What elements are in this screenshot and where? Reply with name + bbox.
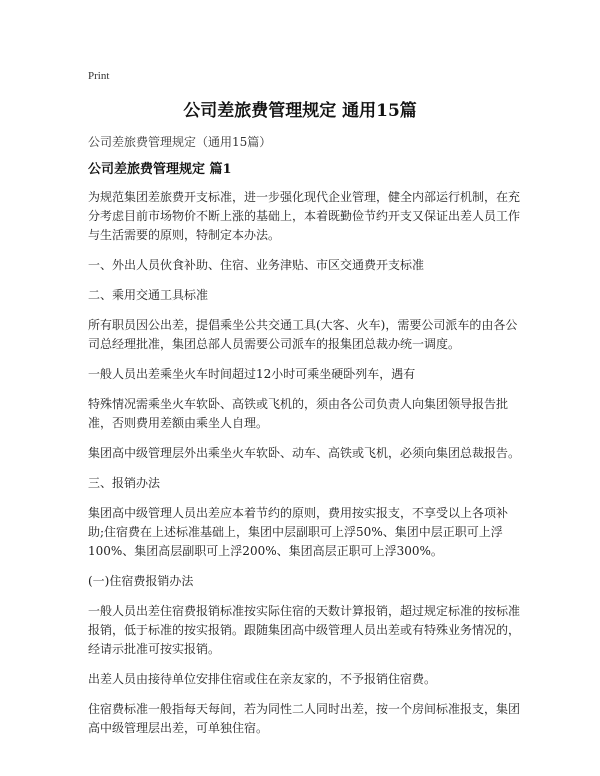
paragraph-train-rule: 一般人员出差乘坐火车时间超过12小时可乘坐硬卧列车，遇有	[88, 367, 416, 381]
paragraph-intro: 为规范集团差旅费开支标准，进一步强化现代企业管理，健全内部运行机制，在充分考虑目前市场物价不断上涨的基础上，本着既勤俭节约开支又保证出差人员工作与生活需要的原则，特制定本办法。	[88, 190, 521, 242]
paragraph-senior-report: 集团高中级管理层外出乘坐火车软卧、动车、高铁或飞机，必须向集团总裁报告。	[88, 446, 521, 460]
document-subtitle: 公司差旅费管理规定（通用15篇）	[88, 135, 272, 149]
section-heading: 公司差旅费管理规定 篇1	[88, 162, 232, 177]
document-body	[88, 133, 520, 749]
paragraph-reimbursement-title: 三、报销办法	[88, 476, 161, 490]
paragraph-lodging-title: (一)住宿费报销办法	[88, 574, 194, 588]
paragraph-standard-1: 一、外出人员伙食补助、住宿、业务津贴、市区交通费开支标准	[88, 258, 425, 272]
paragraph-lodging-rule: 一般人员出差住宿费报销标准按实际住宿的天数计算报销，超过规定标准的按标准报销，低于标准的按实报销。跟随集团高中级管理人员出差或有特殊业务情况的，经请示批准可按实报销。	[88, 604, 521, 656]
paragraph-lodging-exclusion: 出差人员由接待单位安排住宿或住在亲友家的，不予报销住宿费。	[88, 672, 437, 686]
paragraph-special-case: 特殊情况需乘坐火车软卧、高铁或飞机的，须由各公司负责人向集团领导报告批准，否则费用差额由乘坐人自理。	[88, 397, 509, 430]
paragraph-transport-rule: 所有职员因公出差，提倡乘坐公共交通工具(大客、火车)，需要公司派车的由各公司总经理批准，集团总部人员需要公司派车的报集团总裁办统一调度。	[88, 318, 518, 351]
paragraph-reimbursement-rule: 集团高中级管理人员出差应本着节约的原则，费用按实报支，不享受以上各项补助;住宿费在上述标准基础上，集团中层副职可上浮50%、集团中层正职可上浮100%、集团高层副职可上浮200%、集团高层正职可上浮300%。	[88, 506, 509, 558]
paragraph-transport-title: 二、乘用交通工具标准	[88, 288, 209, 302]
document-title: 公司差旅费管理规定 通用15篇	[183, 101, 417, 121]
paragraph-room-standard: 住宿费标准一般指每天每间，若为同性二人同时出差，按一个房间标准报支，集团高中级管理层出差，可单独住宿。	[88, 702, 521, 735]
print-label: Print	[88, 70, 110, 82]
